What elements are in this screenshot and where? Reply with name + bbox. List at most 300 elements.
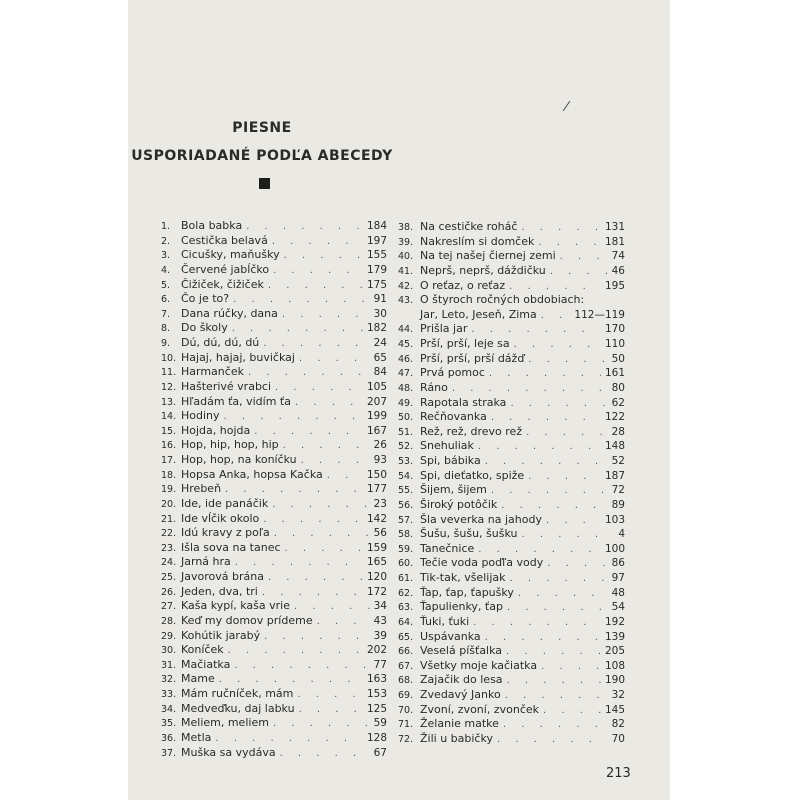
song-title: Zvedavý Janko xyxy=(420,688,501,702)
song-title: Hajaj, hajaj, buvičkaj xyxy=(181,350,295,364)
song-page: 170 xyxy=(604,323,625,336)
song-page: 103 xyxy=(604,513,625,526)
leader-dots xyxy=(295,396,363,410)
leader-dots xyxy=(509,572,607,586)
song-number: 56. xyxy=(398,499,414,511)
leader-dots xyxy=(285,542,363,556)
song-number: 10. xyxy=(161,352,177,364)
song-entry xyxy=(398,293,625,322)
song-entry xyxy=(398,249,625,264)
song-entry xyxy=(161,468,387,483)
song-page: 122 xyxy=(604,411,625,424)
song-title: Ide, ide panáčik xyxy=(181,496,269,510)
leader-dots xyxy=(514,338,601,352)
song-page: 67 xyxy=(373,746,387,759)
song-entry xyxy=(398,586,625,601)
song-page: 207 xyxy=(366,395,387,408)
song-page: 145 xyxy=(604,703,625,716)
song-page: 56 xyxy=(373,527,387,540)
song-entry xyxy=(398,498,625,513)
song-number: 46. xyxy=(398,353,414,365)
song-entry xyxy=(161,424,387,439)
song-entry xyxy=(398,527,625,542)
song-number: 4. xyxy=(161,264,171,276)
song-index-column-2 xyxy=(398,220,625,747)
song-number: 71. xyxy=(398,719,414,731)
song-number: 54. xyxy=(398,470,414,482)
song-page: 148 xyxy=(604,440,625,453)
song-title: Na tej našej čiernej zemi xyxy=(420,249,556,263)
song-number: 62. xyxy=(398,587,414,599)
leader-dots xyxy=(506,645,601,659)
song-title: Medveďku, daj labku xyxy=(181,701,295,715)
song-title: Ide vĺčik okolo xyxy=(181,511,260,525)
song-number: 12. xyxy=(161,381,177,393)
song-page: 50 xyxy=(611,352,625,365)
song-number: 5. xyxy=(161,279,171,291)
song-entry xyxy=(398,366,625,381)
leader-dots xyxy=(541,309,571,323)
song-entry xyxy=(161,526,387,541)
song-title: O reťaz, o reťaz xyxy=(420,278,506,292)
leader-dots xyxy=(235,556,363,570)
leader-dots xyxy=(275,381,363,395)
song-entry xyxy=(161,555,387,570)
leader-dots xyxy=(262,586,363,600)
song-number: 29. xyxy=(161,630,177,642)
song-title: Prišla jar xyxy=(420,322,468,336)
song-title: Dana rúčky, dana xyxy=(181,306,278,320)
song-number: 60. xyxy=(398,558,414,570)
song-page: 175 xyxy=(366,278,387,291)
song-number: 28. xyxy=(161,615,177,627)
leader-dots xyxy=(491,484,608,498)
song-entry xyxy=(398,703,625,718)
book-page xyxy=(128,0,670,800)
song-title: Ťap, ťap, ťapušky xyxy=(420,585,514,599)
song-entry xyxy=(161,629,387,644)
song-title: O štyroch ročných obdobiach: xyxy=(420,293,585,307)
song-title: Mame xyxy=(181,672,215,686)
song-page: 28 xyxy=(611,425,625,438)
song-title: Snehuliak xyxy=(420,439,474,453)
song-entry xyxy=(161,351,387,366)
song-title: Ráno xyxy=(420,380,448,394)
leader-dots xyxy=(518,587,608,601)
song-entry xyxy=(398,410,625,425)
song-index-column-1 xyxy=(161,219,387,760)
song-title: Hľadám ťa, vidím ťa xyxy=(181,394,291,408)
song-page: 43 xyxy=(373,614,387,627)
leader-dots xyxy=(509,280,601,294)
leader-dots xyxy=(297,688,363,702)
song-entry xyxy=(161,409,387,424)
song-title: Meliem, meliem xyxy=(181,716,269,730)
song-entry xyxy=(398,615,625,630)
song-page: 172 xyxy=(366,585,387,598)
song-title: Ťuki, ťuki xyxy=(420,614,470,628)
song-number: 39. xyxy=(398,236,414,248)
leader-dots xyxy=(219,673,363,687)
leader-dots xyxy=(550,265,608,279)
song-number: 19. xyxy=(161,484,177,496)
song-title: Zajačik do lesa xyxy=(420,673,503,687)
song-entry xyxy=(161,731,387,746)
song-title: Všetky moje kačiatka xyxy=(420,658,538,672)
song-number: 32. xyxy=(161,674,177,686)
song-number: 15. xyxy=(161,425,177,437)
song-entry xyxy=(161,263,387,278)
song-title: Žili u babičky xyxy=(420,731,493,745)
leader-dots xyxy=(473,616,601,630)
song-entry xyxy=(398,732,625,747)
song-entry xyxy=(161,746,387,761)
song-page: 125 xyxy=(366,702,387,715)
song-entry xyxy=(398,659,625,674)
leader-dots xyxy=(248,366,370,380)
song-page: 30 xyxy=(373,307,387,320)
leader-dots xyxy=(501,499,607,513)
song-page: 97 xyxy=(611,572,625,585)
leader-dots xyxy=(234,659,369,673)
song-title: Idú kravy z poľa xyxy=(181,526,270,540)
song-entry xyxy=(398,600,625,615)
song-entry xyxy=(161,395,387,410)
song-page: 82 xyxy=(611,718,625,731)
song-page: 52 xyxy=(611,455,625,468)
song-number: 55. xyxy=(398,485,414,497)
song-page: 46 xyxy=(611,264,625,277)
song-title: Na cestičke roháč xyxy=(420,220,518,233)
song-page: 74 xyxy=(611,250,625,263)
song-page: 150 xyxy=(366,468,387,481)
song-title: Šijem, šijem xyxy=(420,483,487,497)
leader-dots xyxy=(268,279,363,293)
song-number: 31. xyxy=(161,659,177,671)
song-number: 65. xyxy=(398,631,414,643)
song-number: 66. xyxy=(398,646,414,658)
song-page: 139 xyxy=(604,630,625,643)
song-page: 93 xyxy=(373,454,387,466)
leader-dots xyxy=(280,747,370,761)
song-title: Cicušky, maňušky xyxy=(181,248,280,262)
song-title: Hrebeň xyxy=(181,482,222,496)
song-number: 20. xyxy=(161,498,177,510)
song-title: Hop, hip, hop, hip xyxy=(181,438,279,452)
song-page: 54 xyxy=(611,601,625,614)
song-entry xyxy=(161,380,387,395)
song-entry xyxy=(398,352,625,367)
song-title: Koníček xyxy=(181,643,224,657)
song-entry xyxy=(161,438,387,453)
song-page: 91 xyxy=(373,293,387,306)
song-number: 21. xyxy=(161,513,177,525)
song-number: 25. xyxy=(161,572,177,583)
song-title: Uspávanka xyxy=(420,629,481,643)
song-number: 11. xyxy=(161,367,177,379)
song-entry xyxy=(161,219,387,234)
song-number: 47. xyxy=(398,368,414,380)
song-page: 205 xyxy=(604,645,625,658)
leader-dots xyxy=(268,571,363,585)
song-number: 18. xyxy=(161,469,177,481)
song-page: 202 xyxy=(366,644,387,657)
song-number: 3. xyxy=(161,250,171,262)
song-page: 26 xyxy=(373,439,387,452)
song-entry xyxy=(161,497,387,512)
leader-dots xyxy=(225,483,363,497)
leader-dots xyxy=(282,308,370,322)
song-number: 14. xyxy=(161,411,177,423)
leader-dots xyxy=(299,703,363,717)
song-entry xyxy=(398,439,625,454)
song-number: 33. xyxy=(161,689,177,700)
leader-dots xyxy=(485,455,608,469)
song-number: 61. xyxy=(398,573,414,585)
song-title: Prší, prší, prší dážď xyxy=(420,351,525,365)
song-entry xyxy=(398,556,625,571)
leader-dots xyxy=(233,293,370,307)
song-number: 24. xyxy=(161,557,177,569)
song-entry xyxy=(161,599,387,614)
song-page: 161 xyxy=(604,367,625,380)
song-page: 77 xyxy=(373,658,387,671)
leader-dots xyxy=(485,631,601,645)
song-title: Mám ručníček, mám xyxy=(181,687,294,700)
song-title: Tečie voda poďľa vody xyxy=(420,556,544,570)
song-page: 24 xyxy=(373,337,387,349)
leader-dots xyxy=(273,264,363,278)
leader-dots xyxy=(272,498,369,512)
song-title: Keď my domov prídeme xyxy=(181,613,313,627)
song-entry xyxy=(161,614,387,629)
leader-dots xyxy=(263,337,369,351)
song-page: 155 xyxy=(366,249,387,262)
leader-dots xyxy=(497,733,608,747)
song-entry xyxy=(161,512,387,527)
song-page: 32 xyxy=(611,689,625,702)
song-title: Ťapulienky, ťap xyxy=(420,600,503,614)
song-number: 48. xyxy=(398,382,414,394)
song-title: Nakreslím si domček xyxy=(420,234,535,248)
song-number: 30. xyxy=(161,645,177,657)
song-entry xyxy=(398,220,625,235)
song-page: 159 xyxy=(366,541,387,554)
song-number: 26. xyxy=(161,586,177,598)
song-title: Muška sa vydáva xyxy=(181,745,276,759)
song-number: 8. xyxy=(161,323,171,335)
leader-dots xyxy=(505,689,608,703)
leader-dots xyxy=(478,440,601,454)
song-entry xyxy=(398,483,625,498)
song-title: Harmanček xyxy=(181,365,244,379)
song-title: Metla xyxy=(181,730,212,744)
square-bullet-icon xyxy=(259,178,270,189)
song-page: 128 xyxy=(366,731,387,744)
song-entry xyxy=(398,337,625,352)
leader-dots xyxy=(471,323,601,337)
leader-dots xyxy=(272,235,363,249)
song-title: Tanečnice xyxy=(420,541,475,555)
song-title: Prší, prší, leje sa xyxy=(420,337,510,351)
song-page: 112—119 xyxy=(574,308,625,321)
song-page: 65 xyxy=(373,351,387,364)
song-title: Čo je to? xyxy=(181,292,230,306)
song-page: 192 xyxy=(604,615,625,628)
song-title: Veselá píšťalka xyxy=(420,644,503,658)
song-page: 197 xyxy=(366,234,387,247)
song-title: Hodiny xyxy=(181,409,220,423)
song-number: 37. xyxy=(161,747,177,759)
song-number: 59. xyxy=(398,543,414,555)
song-number: 1. xyxy=(161,221,171,232)
song-page: 34 xyxy=(373,600,387,613)
song-page: 190 xyxy=(604,674,625,687)
song-entry xyxy=(161,702,387,717)
song-page: 62 xyxy=(611,396,625,409)
song-page: 163 xyxy=(366,673,387,686)
song-page: 100 xyxy=(604,542,625,555)
song-page: 108 xyxy=(604,659,625,672)
leader-dots xyxy=(264,630,369,644)
song-title: Rečňovanka xyxy=(420,410,487,424)
song-entry xyxy=(161,336,387,351)
song-title: Dú, dú, dú, dú xyxy=(181,336,260,349)
leader-dots xyxy=(543,704,601,718)
leader-dots xyxy=(507,674,601,688)
song-number: 22. xyxy=(161,528,177,540)
song-number: 44. xyxy=(398,324,414,336)
song-page: 181 xyxy=(604,235,625,248)
song-title: Kohútik jarabý xyxy=(181,628,261,642)
song-number: 42. xyxy=(398,280,414,292)
song-number: 9. xyxy=(161,338,171,349)
song-number: 67. xyxy=(398,660,414,672)
song-page: 59 xyxy=(373,717,387,730)
song-number: 68. xyxy=(398,675,414,687)
song-page: 89 xyxy=(611,498,625,511)
leader-dots xyxy=(510,397,607,411)
song-number: 72. xyxy=(398,733,414,745)
song-title: Rež, rež, drevo rež xyxy=(420,424,523,438)
song-entry xyxy=(398,717,625,732)
song-title-continued: Jar, Leto, Jeseň, Zima xyxy=(420,307,537,321)
song-title: Hojda, hojda xyxy=(181,423,251,437)
song-title: Išla sova na tanec xyxy=(181,540,281,554)
song-entry xyxy=(161,570,387,585)
leader-dots xyxy=(560,250,608,264)
song-page: 120 xyxy=(366,571,387,583)
song-entry xyxy=(161,687,387,702)
song-entry xyxy=(161,307,387,322)
song-title: Do školy xyxy=(181,321,228,335)
song-page: 165 xyxy=(366,556,387,569)
song-title: Želanie matke xyxy=(420,717,499,731)
song-page: 72 xyxy=(611,484,625,497)
song-entry xyxy=(161,248,387,263)
leader-dots xyxy=(263,513,363,527)
page-title: PIESNE xyxy=(232,120,292,136)
song-title: Hopsa Anka, hopsa Kačka xyxy=(181,467,323,481)
song-entry xyxy=(398,279,625,294)
song-entry xyxy=(398,469,625,484)
song-number: 51. xyxy=(398,426,414,438)
song-number: 23. xyxy=(161,542,177,554)
song-entry xyxy=(161,585,387,600)
leader-dots xyxy=(284,249,363,263)
leader-dots xyxy=(215,732,363,746)
song-entry xyxy=(398,630,625,645)
leader-dots xyxy=(224,410,363,424)
song-entry xyxy=(398,425,625,440)
song-page: 48 xyxy=(611,586,625,599)
song-title: Spi, dieťatko, spiže xyxy=(420,468,525,482)
leader-dots xyxy=(546,514,601,528)
leader-dots xyxy=(503,718,608,732)
leader-dots xyxy=(528,470,601,484)
leader-dots xyxy=(491,411,601,425)
song-title: Šla veverka na jahody xyxy=(420,512,542,526)
song-entry xyxy=(161,672,387,687)
song-entry xyxy=(161,234,387,249)
song-title: Jeden, dva, tri xyxy=(181,584,258,598)
song-number: 17. xyxy=(161,455,177,466)
song-title: Široký potôčik xyxy=(420,497,498,511)
song-number: 13. xyxy=(161,396,177,408)
leader-dots xyxy=(327,469,363,483)
song-number: 58. xyxy=(398,529,414,541)
song-number: 64. xyxy=(398,616,414,628)
leader-dots xyxy=(538,236,601,250)
song-number: 50. xyxy=(398,412,414,424)
leader-dots xyxy=(547,557,607,571)
leader-dots xyxy=(299,352,370,366)
song-title: Neprš, neprš, dáždičku xyxy=(420,263,546,277)
song-number: 45. xyxy=(398,339,414,351)
leader-dots xyxy=(246,220,363,234)
song-entry xyxy=(398,396,625,411)
song-entry xyxy=(398,513,625,528)
leader-dots xyxy=(522,528,615,542)
song-number: 57. xyxy=(398,514,414,526)
song-number: 35. xyxy=(161,718,177,730)
leader-dots xyxy=(526,426,608,440)
leader-dots xyxy=(294,600,370,614)
song-page: 167 xyxy=(366,424,387,437)
song-page: 179 xyxy=(366,263,387,276)
song-title: Spi, bábika xyxy=(420,454,481,468)
song-title: Zvoní, zvoní, zvonček xyxy=(420,702,540,716)
song-page: 70 xyxy=(611,732,625,745)
song-number: 70. xyxy=(398,704,414,716)
page-number: 213 xyxy=(606,766,631,781)
song-page: 131 xyxy=(604,221,625,233)
leader-dots xyxy=(273,717,370,731)
song-number: 7. xyxy=(161,308,171,320)
song-page: 4 xyxy=(618,528,625,541)
song-entry xyxy=(161,292,387,307)
song-entry xyxy=(398,264,625,279)
leader-dots xyxy=(478,543,601,557)
song-title: Hašterivé vrabci xyxy=(181,379,272,393)
song-number: 38. xyxy=(398,222,414,233)
song-title: Jarná hra xyxy=(181,555,231,569)
song-entry xyxy=(398,381,625,396)
song-number: 49. xyxy=(398,397,414,409)
leader-dots xyxy=(232,322,363,336)
song-title: Prvá pomoc xyxy=(420,366,485,380)
song-page: 84 xyxy=(373,366,387,379)
